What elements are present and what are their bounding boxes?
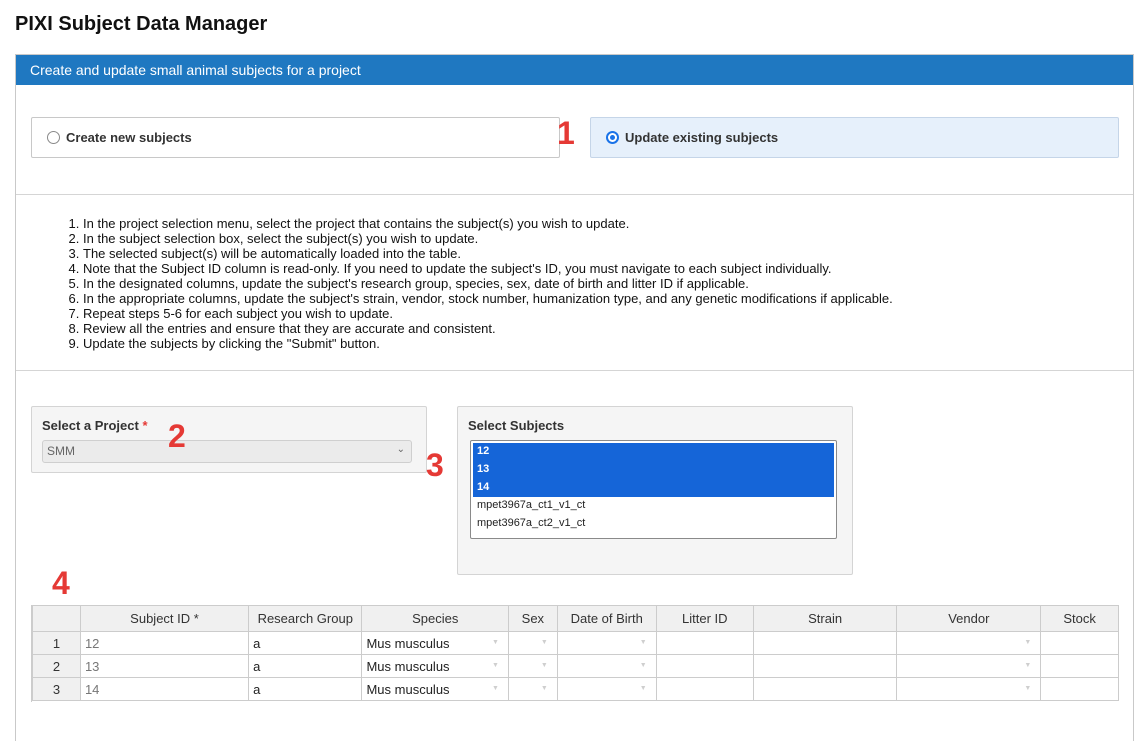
table-cell[interactable] (508, 632, 557, 655)
table-cell[interactable] (557, 632, 656, 655)
subjects-listbox[interactable] (470, 440, 837, 539)
table-cell[interactable] (508, 655, 557, 678)
column-header[interactable]: Species (362, 606, 508, 632)
annotation-marker-1: 1 (557, 115, 575, 151)
project-select-value: SMM (47, 444, 75, 458)
column-header[interactable]: Date of Birth (557, 606, 656, 632)
subject-option[interactable]: 14 (473, 479, 834, 497)
table-cell[interactable] (897, 632, 1041, 655)
project-select-label: Select a Project (42, 418, 139, 433)
update-existing-subjects-label: Update existing subjects (625, 130, 779, 145)
table-cell[interactable] (557, 678, 656, 701)
column-header[interactable]: Litter ID (656, 606, 753, 632)
subjects-table (31, 605, 1119, 702)
row-number: 3 (33, 678, 81, 701)
update-existing-subjects-option[interactable] (590, 117, 1119, 158)
project-select-label-wrap (42, 418, 148, 433)
subject-manager-panel (15, 54, 1134, 741)
subject-option[interactable]: 13 (473, 461, 834, 479)
table-cell[interactable]: a (249, 632, 362, 655)
panel-header: Create and update small animal subjects for a project (16, 55, 1133, 85)
subjects-select-label: Select Subjects (468, 418, 565, 433)
page-title: PIXI Subject Data Manager (15, 13, 268, 35)
table-cell[interactable]: Mus musculus ▼ (362, 655, 508, 678)
column-header[interactable]: Stock (1041, 606, 1119, 632)
table-body (33, 632, 1119, 701)
subject-option[interactable]: mpet3967a_ct2_v1_ct (477, 517, 586, 529)
table-cell[interactable]: Mus musculus ▼ (362, 632, 508, 655)
instruction-item: 8. Review all the entries and ensure that they are accurate and consistent. (83, 321, 893, 336)
table-cell[interactable]: Mus musculus ▼ (362, 678, 508, 701)
subject-option[interactable]: mpet3967a_ct1_v1_ct (477, 499, 586, 511)
instructions-section (16, 195, 1133, 371)
annotation-marker-4: 4 (52, 565, 70, 601)
required-asterisk: * (142, 418, 148, 433)
table-cell[interactable] (753, 632, 896, 655)
table-cell[interactable] (753, 655, 896, 678)
project-select-dropdown[interactable] (42, 440, 412, 463)
table-cell-readonly: 13 (80, 655, 248, 678)
instruction-item: 9. Update the subjects by clicking the "Submit" button. (83, 336, 893, 351)
table-cell[interactable]: a (249, 655, 362, 678)
table-cell-readonly: 12 (80, 632, 248, 655)
table-cell[interactable] (656, 655, 753, 678)
row-number: 1 (33, 632, 81, 655)
row-number: 2 (33, 655, 81, 678)
instructions-list (67, 216, 893, 351)
instruction-item: 3. The selected subject(s) will be automatically loaded into the table. (83, 246, 893, 261)
create-new-subjects-option[interactable] (31, 117, 560, 158)
table-cell[interactable] (508, 678, 557, 701)
radio-unchecked-icon[interactable] (47, 131, 60, 144)
table-row (33, 678, 1119, 701)
mode-selector (16, 85, 1133, 195)
subject-option[interactable]: 12 (473, 443, 834, 461)
instruction-item: 6. In the appropriate columns, update the subject's strain, vendor, stock number, humanization type, and any genetic modifications if applicable. (83, 291, 893, 306)
instruction-item: 4. Note that the Subject ID column is read-only. If you need to update the subject's ID, you must navigate to each subject individually. (83, 261, 893, 276)
table-row (33, 655, 1119, 678)
table-cell[interactable] (1041, 632, 1119, 655)
column-header[interactable]: Sex (508, 606, 557, 632)
table-cell[interactable] (1041, 678, 1119, 701)
column-header[interactable]: Strain (753, 606, 896, 632)
instruction-item: 2. In the subject selection box, select the subject(s) you wish to update. (83, 231, 893, 246)
table-cell-readonly: 14 (80, 678, 248, 701)
table-cell[interactable] (656, 632, 753, 655)
column-header[interactable]: Vendor (897, 606, 1041, 632)
column-header[interactable]: Research Group (249, 606, 362, 632)
instruction-item: 5. In the designated columns, update the subject's research group, species, sex, date of birth and litter ID if applicable. (83, 276, 893, 291)
subjects-select-card (457, 406, 853, 575)
table-cell[interactable] (897, 678, 1041, 701)
table-cell[interactable] (656, 678, 753, 701)
column-header[interactable]: Subject ID * (80, 606, 248, 632)
instruction-item: 1. In the project selection menu, select the project that contains the subject(s) you wish to update. (83, 216, 893, 231)
create-new-subjects-label: Create new subjects (66, 130, 192, 145)
project-select-card (31, 406, 427, 473)
annotation-marker-2: 2 (168, 418, 186, 454)
table-cell[interactable] (753, 678, 896, 701)
table-cell[interactable] (557, 655, 656, 678)
radio-checked-icon[interactable] (606, 131, 619, 144)
table-cell[interactable] (897, 655, 1041, 678)
table-cell[interactable]: a (249, 678, 362, 701)
chevron-down-icon: ⌄ (396, 444, 405, 455)
annotation-marker-3: 3 (426, 447, 444, 483)
table-header-row (33, 606, 1119, 632)
table-row (33, 632, 1119, 655)
column-header[interactable] (33, 606, 81, 632)
instruction-item: 7. Repeat steps 5-6 for each subject you wish to update. (83, 306, 893, 321)
table-cell[interactable] (1041, 655, 1119, 678)
